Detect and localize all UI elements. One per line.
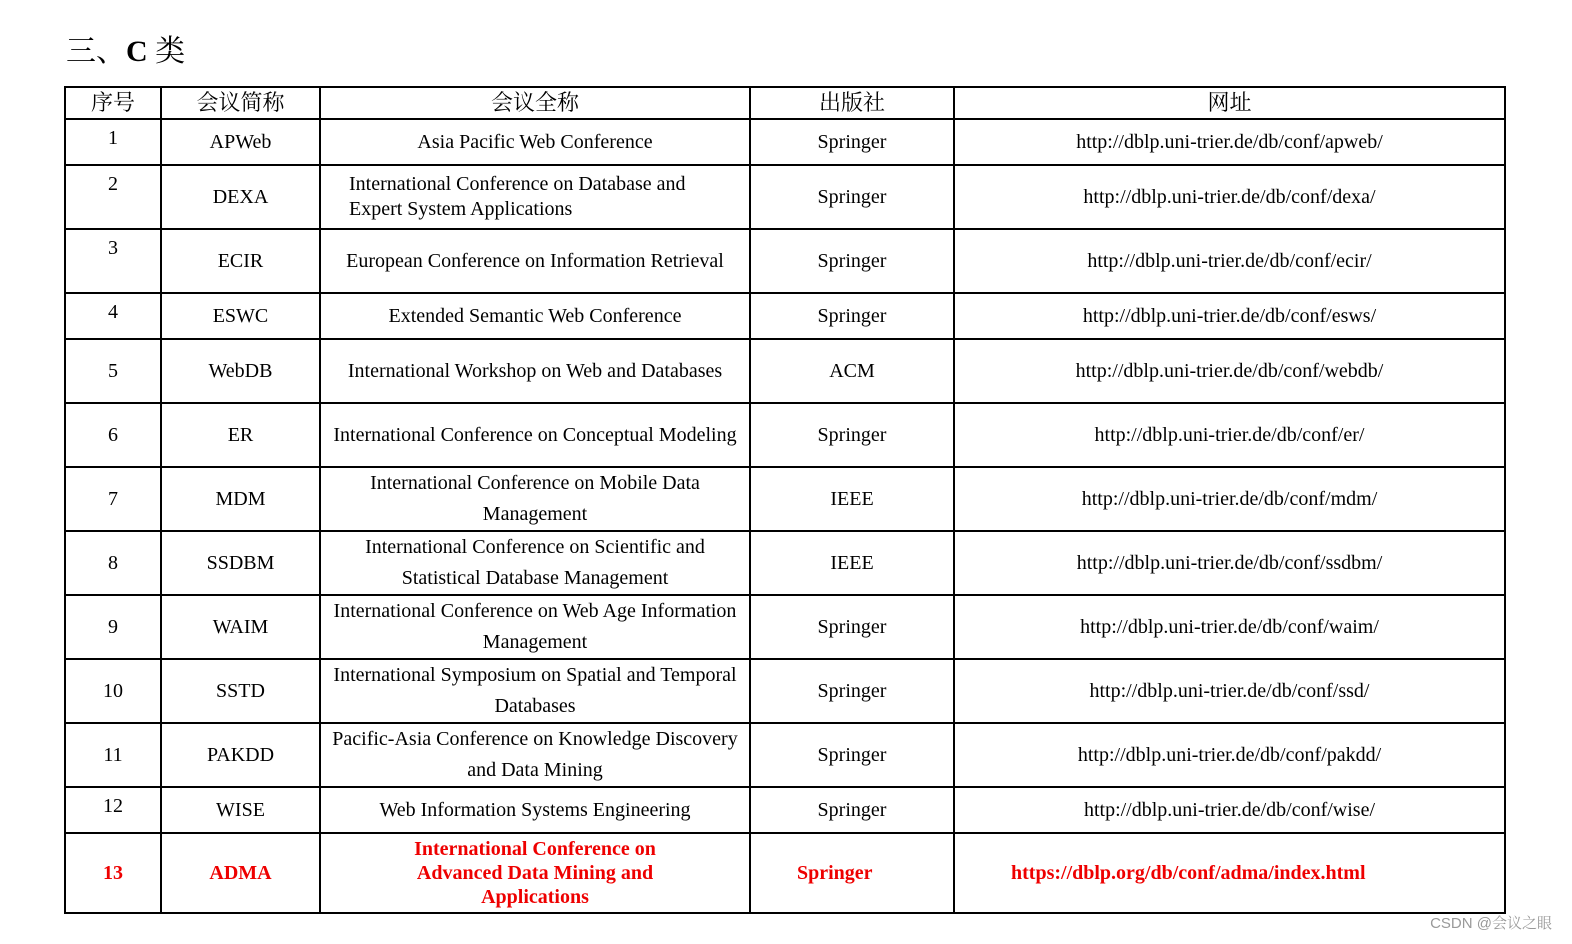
row-url[interactable]: http://dblp.uni-trier.de/db/conf/ssd/ [954, 659, 1505, 723]
conference-table [64, 86, 1506, 914]
row-index: 12 [65, 787, 161, 833]
row-index: 4 [65, 293, 161, 339]
table-row [65, 531, 1505, 595]
row-index: 3 [65, 229, 161, 293]
row-full-name: International Conference on Scientific and Statistical Database Management [320, 531, 750, 595]
row-index: 2 [65, 165, 161, 229]
row-url[interactable]: http://dblp.uni-trier.de/db/conf/mdm/ [954, 467, 1505, 531]
row-abbreviation: WebDB [161, 339, 320, 403]
row-full-name: International Conference on Advanced Data Mining and Applications [320, 833, 750, 913]
table-row [65, 165, 1505, 229]
row-publisher: Springer [750, 723, 954, 787]
row-full-name: International Conference on Conceptual Modeling [320, 403, 750, 467]
section-title-letter: C [126, 35, 148, 68]
row-url[interactable]: http://dblp.uni-trier.de/db/conf/wise/ [954, 787, 1505, 833]
section-title [66, 30, 185, 74]
section-title-suffix: 类 [147, 35, 186, 68]
row-full-name: International Symposium on Spatial and Temporal Databases [320, 659, 750, 723]
header-full-name: 会议全称 [320, 87, 750, 119]
row-abbreviation: ECIR [161, 229, 320, 293]
row-full-name: Asia Pacific Web Conference [320, 119, 750, 165]
row-full-name: Pacific-Asia Conference on Knowledge Discovery and Data Mining [320, 723, 750, 787]
row-publisher: Springer [750, 119, 954, 165]
row-url[interactable]: http://dblp.uni-trier.de/db/conf/apweb/ [954, 119, 1505, 165]
table-row [65, 293, 1505, 339]
row-publisher: Springer [750, 165, 954, 229]
table-row [65, 659, 1505, 723]
row-publisher: Springer [750, 833, 954, 913]
row-url[interactable]: http://dblp.uni-trier.de/db/conf/er/ [954, 403, 1505, 467]
row-url[interactable]: https://dblp.org/db/conf/adma/index.html [954, 833, 1505, 913]
row-index: 1 [65, 119, 161, 165]
table-row [65, 467, 1505, 531]
row-url[interactable]: http://dblp.uni-trier.de/db/conf/ssdbm/ [954, 531, 1505, 595]
row-publisher: Springer [750, 403, 954, 467]
row-abbreviation: ESWC [161, 293, 320, 339]
row-publisher: Springer [750, 787, 954, 833]
table-row [65, 119, 1505, 165]
row-url[interactable]: http://dblp.uni-trier.de/db/conf/webdb/ [954, 339, 1505, 403]
row-abbreviation: ADMA [161, 833, 320, 913]
row-publisher: Springer [750, 229, 954, 293]
row-full-name: European Conference on Information Retrieval [320, 229, 750, 293]
table-header-row [65, 87, 1505, 119]
row-abbreviation: MDM [161, 467, 320, 531]
header-index: 序号 [65, 87, 161, 119]
header-publisher: 出版社 [750, 87, 954, 119]
row-abbreviation: ER [161, 403, 320, 467]
table-row [65, 403, 1505, 467]
row-abbreviation: DEXA [161, 165, 320, 229]
table-row [65, 595, 1505, 659]
row-url[interactable]: http://dblp.uni-trier.de/db/conf/pakdd/ [954, 723, 1505, 787]
table-row [65, 723, 1505, 787]
row-full-name: International Conference on Web Age Information Management [320, 595, 750, 659]
table-row [65, 339, 1505, 403]
row-publisher: IEEE [750, 531, 954, 595]
row-index: 6 [65, 403, 161, 467]
row-abbreviation: PAKDD [161, 723, 320, 787]
row-publisher: Springer [750, 595, 954, 659]
row-abbreviation: WISE [161, 787, 320, 833]
row-abbreviation: WAIM [161, 595, 320, 659]
table-row-highlighted [65, 833, 1505, 913]
row-index: 10 [65, 659, 161, 723]
row-abbreviation: SSDBM [161, 531, 320, 595]
row-index: 13 [65, 833, 161, 913]
row-index: 7 [65, 467, 161, 531]
row-url[interactable]: http://dblp.uni-trier.de/db/conf/dexa/ [954, 165, 1505, 229]
row-abbreviation: SSTD [161, 659, 320, 723]
row-publisher: ACM [750, 339, 954, 403]
row-index: 9 [65, 595, 161, 659]
row-full-name: Web Information Systems Engineering [320, 787, 750, 833]
table-row [65, 229, 1505, 293]
row-full-name: Extended Semantic Web Conference [320, 293, 750, 339]
section-title-prefix: 三、 [66, 35, 126, 68]
watermark: CSDN @会议之眼 [1430, 915, 1552, 932]
row-index: 5 [65, 339, 161, 403]
header-abbreviation: 会议简称 [161, 87, 320, 119]
row-index: 11 [65, 723, 161, 787]
row-url[interactable]: http://dblp.uni-trier.de/db/conf/waim/ [954, 595, 1505, 659]
row-abbreviation: APWeb [161, 119, 320, 165]
row-full-name: International Workshop on Web and Databases [320, 339, 750, 403]
row-publisher: IEEE [750, 467, 954, 531]
row-full-name: International Conference on Mobile Data Management [320, 467, 750, 531]
row-publisher: Springer [750, 659, 954, 723]
header-url: 网址 [954, 87, 1505, 119]
row-url[interactable]: http://dblp.uni-trier.de/db/conf/ecir/ [954, 229, 1505, 293]
row-publisher: Springer [750, 293, 954, 339]
table-row [65, 787, 1505, 833]
row-index: 8 [65, 531, 161, 595]
row-full-name: International Conference on Database and Expert System Applications [320, 165, 750, 229]
row-url[interactable]: http://dblp.uni-trier.de/db/conf/esws/ [954, 293, 1505, 339]
